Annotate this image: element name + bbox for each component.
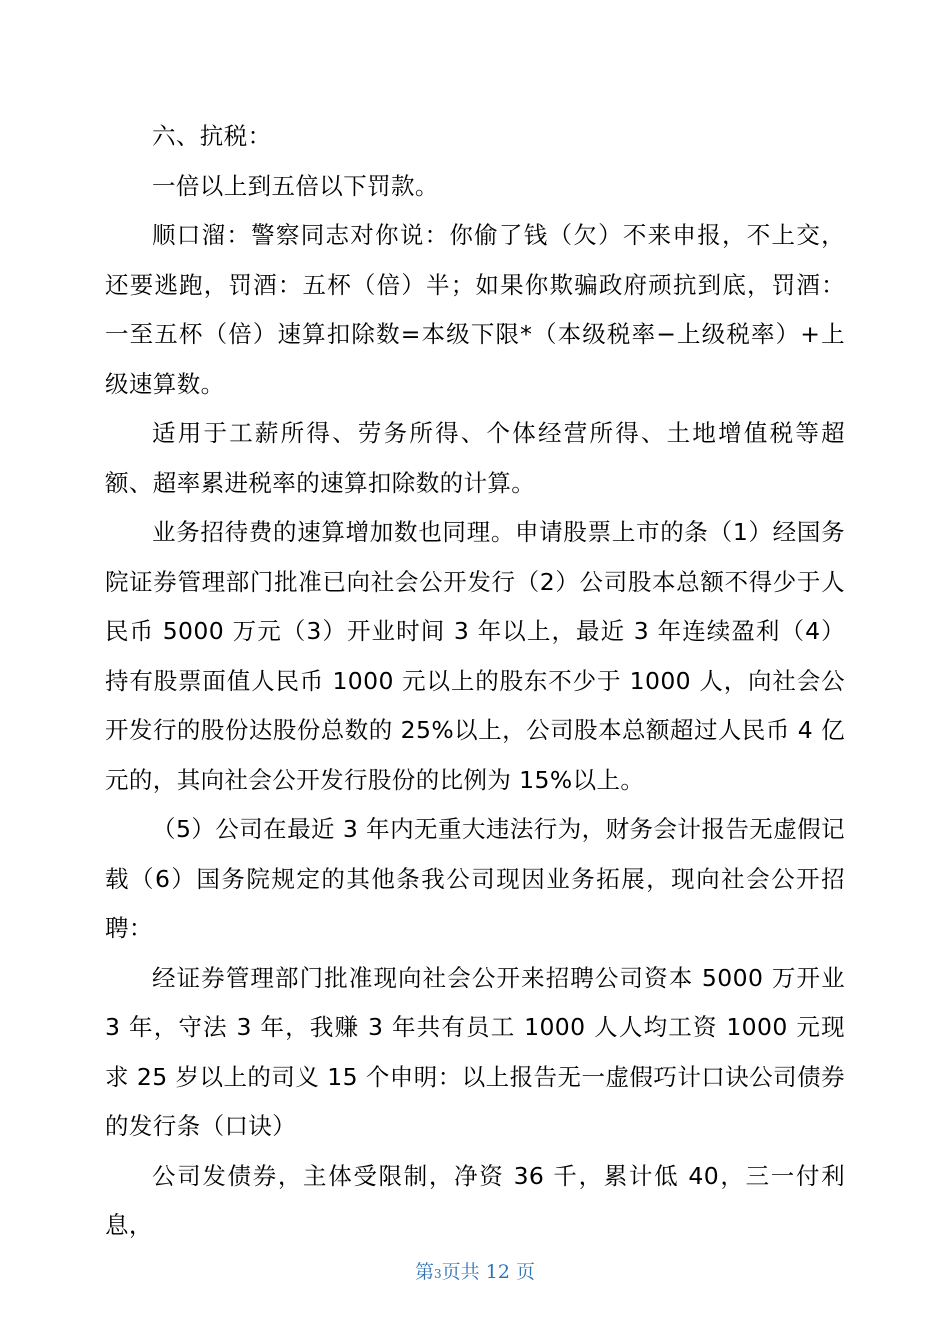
footer-middle: 页共: [441, 1261, 480, 1283]
paragraph: 适用于工薪所得、劳务所得、个体经营所得、土地增值税等超额、超率累进税率的速算扣除数的计算。: [105, 419, 845, 497]
document-body: [105, 112, 845, 1251]
paragraph: 顺口溜：警察同志对你说：你偷了钱（欠）不来申报，不上交，还要逃跑，罚酒：五杯（倍）半；如果你欺骗政府顽抗到底，罚酒：一至五杯（倍）速算扣除数=本级下限*（本级税率−上级税率）+上级速算数。: [105, 221, 845, 398]
footer-prefix: 第: [415, 1261, 435, 1283]
paragraph: 经证券管理部门批准现向社会公开来招聘公司资本 5000 万开业 3 年，守法 3 年，我赚 3 年共有员工 1000 人人均工资 1000 元现求 25 岁以上的司义 15 个申明：以上报告无一虚假巧计口诀公司债券的发行条（口诀）: [105, 963, 845, 1140]
paragraph: 业务招待费的速算增加数也同理。申请股票上市的条（1）经国务院证券管理部门批准已向社会公开发行（2）公司股本总额不得少于人民币 5000 万元（3）开业时间 3 年以上，最近 3 年连续盈利（4）持有股票面值人民币 1000 元以上的股东不少于 1000 人，向社会公开发行的股份达股份总数的 25%以上，公司股本总额超过人民币 4 亿元的，其向社会公开发行股份的比例为 15%以上。: [105, 518, 845, 794]
footer-total-pages: 12: [485, 1261, 510, 1283]
footer-suffix: 页: [515, 1261, 535, 1283]
paragraph: 六、抗税：: [152, 122, 272, 150]
paragraph: 一倍以上到五倍以下罚款。: [152, 171, 439, 200]
page-footer: [0, 1258, 950, 1288]
paragraph: 公司发债券，主体受限制，净资 36 千，累计低 40，三一付利息，: [105, 1161, 845, 1239]
footer-page-number: 3: [434, 1267, 442, 1281]
paragraph: （5）公司在最近 3 年内无重大违法行为，财务会计报告无虚假记载（6）国务院规定的其他条我公司现因业务拓展，现向社会公开招聘：: [105, 815, 845, 942]
